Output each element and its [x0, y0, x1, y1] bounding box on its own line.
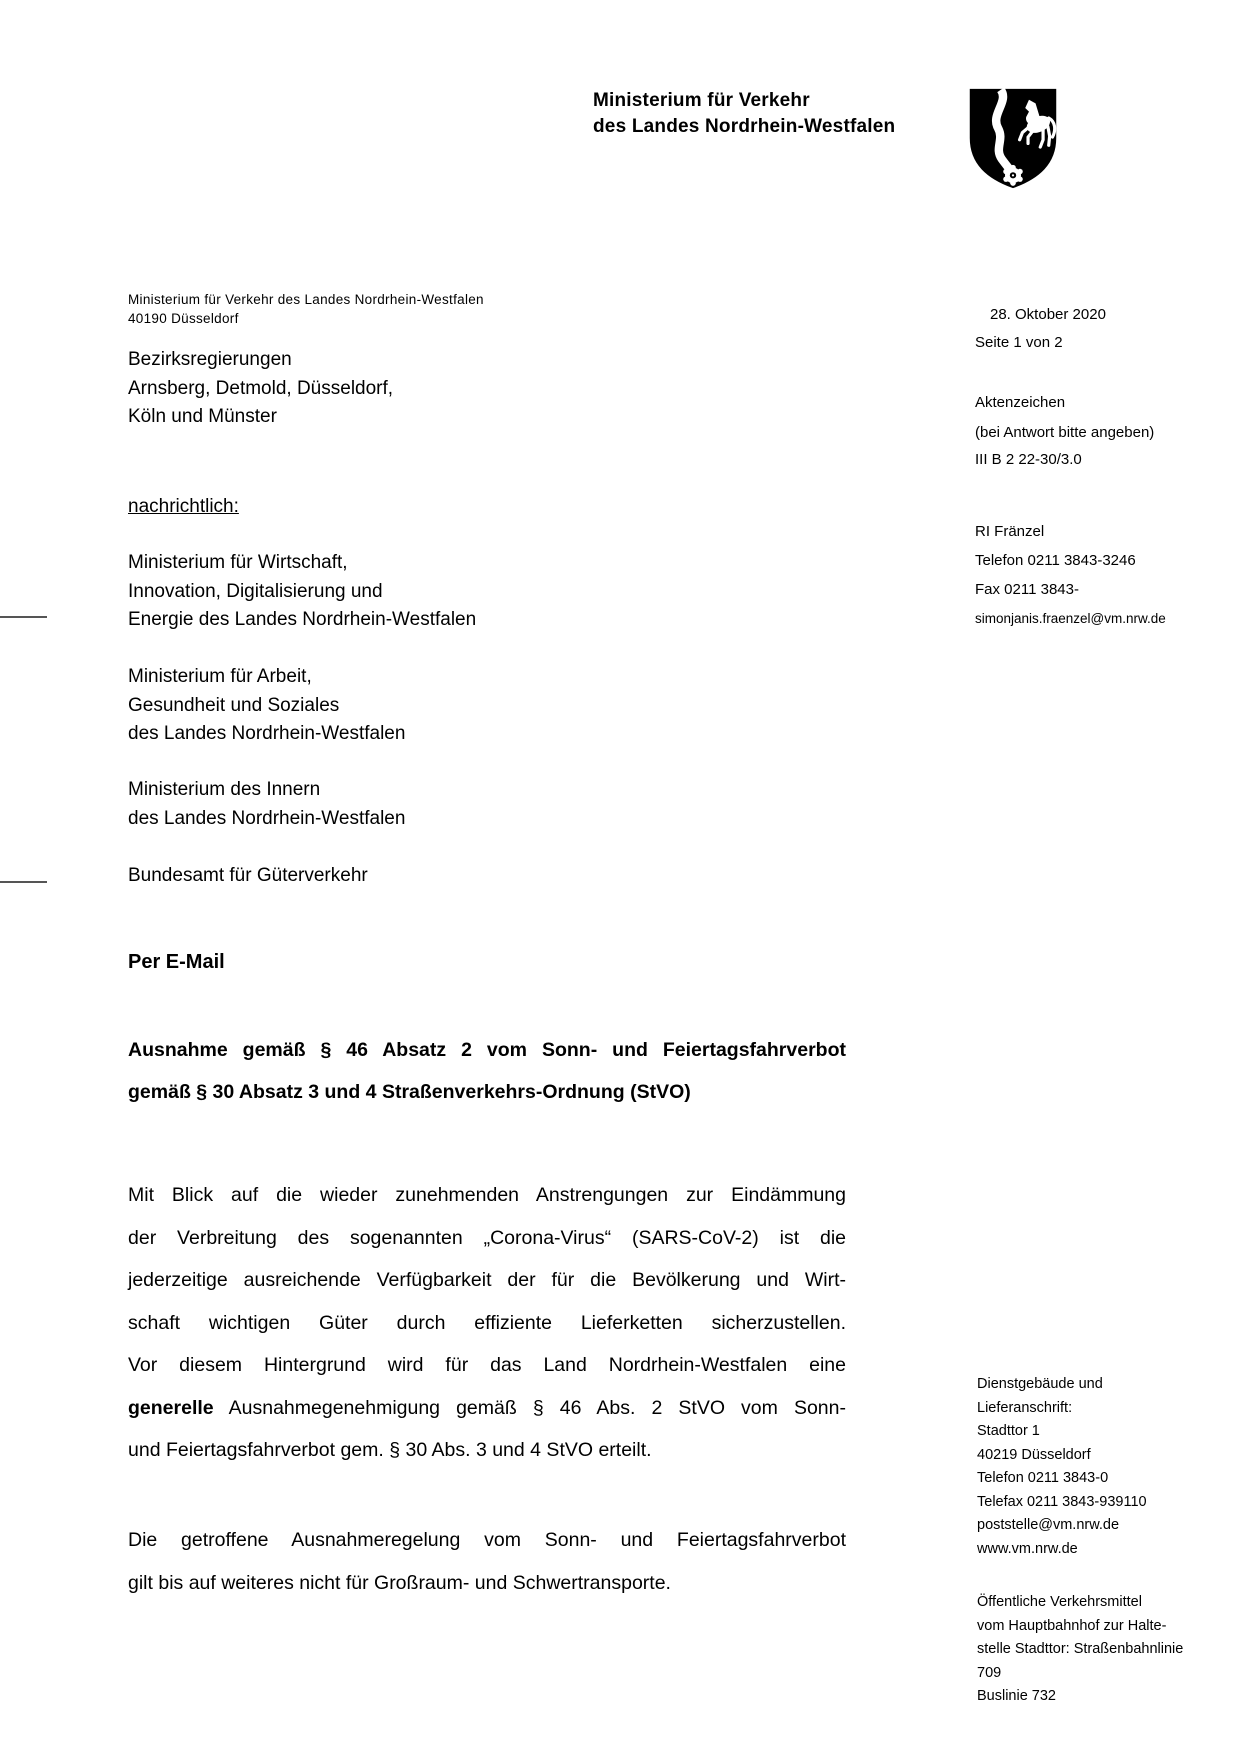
subject-line-2: gemäß § 30 Absatz 3 und 4 Straßenverkehrs-Ordnung (StVO)	[128, 1081, 691, 1103]
body-line: jederzeitige ausreichende Verfügbarkeit der für die Bevölkerung und Wirt-	[128, 1269, 846, 1291]
transport-info-block	[977, 1591, 1183, 1709]
office-email: poststelle@vm.nrw.de	[977, 1517, 1120, 1533]
transport-line: Buslinie 732	[977, 1688, 1056, 1704]
body-line: und Feiertagsfahrverbot gem. § 30 Abs. 3 und 4 StVO erteilt.	[128, 1439, 652, 1461]
cc-block-arbeit	[128, 663, 405, 749]
contact-phone: Telefon 0211 3843-3246	[975, 552, 1136, 569]
recipient-line: Bezirksregierungen	[128, 349, 292, 370]
nrw-coat-of-arms-icon	[966, 87, 1060, 189]
file-reference-label: Aktenzeichen	[975, 394, 1066, 411]
letterhead-title-line2: des Landes Nordrhein-Westfalen	[593, 115, 896, 137]
office-line: Telefon 0211 3843-0	[977, 1470, 1109, 1486]
letterhead-title	[593, 88, 895, 139]
office-address-block	[977, 1373, 1147, 1561]
office-line: Telefax 0211 3843-939110	[977, 1493, 1147, 1510]
office-line: Stadttor 1	[977, 1423, 1040, 1439]
office-line: Dienstgebäude und	[977, 1376, 1103, 1392]
body-line: Vor diesem Hintergrund wird für das Land Nordrhein-Westfalen eine	[128, 1354, 846, 1376]
transport-line: 709	[977, 1664, 1002, 1681]
sender-line2: 40190 Düsseldorf	[128, 311, 239, 326]
recipient-address	[128, 346, 393, 432]
cc-line: Gesundheit und Soziales	[128, 694, 340, 716]
page-indicator: Seite 1 von 2	[975, 334, 1063, 351]
emphasized-word: generelle	[128, 1396, 214, 1419]
subject-line	[128, 1029, 846, 1113]
body-paragraph-2	[128, 1519, 846, 1604]
body-line: gilt bis auf weiteres nicht für Großraum- und Schwertransporte.	[128, 1571, 671, 1594]
cc-line: Ministerium des Innern	[128, 779, 321, 800]
contact-fax: Fax 0211 3843-	[975, 581, 1079, 598]
cc-line: des Landes Nordrhein-Westfalen	[128, 807, 406, 829]
body-line: Mit Blick auf die wieder zunehmenden Anstrengungen zur Eindämmung	[128, 1184, 846, 1206]
cc-block-innern	[128, 776, 405, 833]
delivery-method: Per E-Mail	[128, 951, 225, 973]
transport-line: Öffentliche Verkehrsmittel	[977, 1594, 1142, 1610]
recipient-line: Arnsberg, Detmold, Düsseldorf,	[128, 377, 394, 399]
cc-block-bag	[128, 862, 368, 891]
body-line: schaft wichtigen Güter durch effiziente Lieferketten sicherzustellen.	[128, 1311, 846, 1334]
fold-mark-bottom	[0, 881, 47, 883]
file-reference-number: III B 2 22-30/3.0	[975, 451, 1082, 468]
nrw-coat-of-arms-logo	[966, 87, 1060, 194]
subject-line-1: Ausnahme gemäß § 46 Absatz 2 vom Sonn- und Feiertagsfahrverbot	[128, 1039, 846, 1061]
body-paragraph-1	[128, 1174, 846, 1472]
transport-line: stelle Stadttor: Straßenbahnlinie	[977, 1641, 1184, 1657]
contact-name: RI Fränzel	[975, 523, 1045, 540]
letterhead-title-line1: Ministerium für Verkehr	[593, 90, 810, 111]
cc-line: des Landes Nordrhein-Westfalen	[128, 723, 406, 744]
body-line: Die getroffene Ausnahmeregelung vom Sonn- und Feiertagsfahrverbot	[128, 1529, 846, 1551]
cc-line: Ministerium für Wirtschaft,	[128, 552, 348, 573]
cc-line: Ministerium für Arbeit,	[128, 666, 312, 687]
letter-date: 28. Oktober 2020	[990, 306, 1106, 323]
recipient-line: Köln und Münster	[128, 406, 277, 427]
file-reference-hint: (bei Antwort bitte angeben)	[975, 424, 1155, 441]
contact-email: simonjanis.fraenzel@vm.nrw.de	[975, 611, 1166, 626]
fold-mark-top	[0, 616, 47, 618]
office-website: www.vm.nrw.de	[977, 1540, 1078, 1557]
body-line: der Verbreitung des sogenannten „Corona-Virus“ (SARS-CoV-2) ist die	[128, 1226, 846, 1249]
sender-line1: Ministerium für Verkehr des Landes Nordrhein-Westfalen	[128, 292, 484, 307]
office-line: 40219 Düsseldorf	[977, 1446, 1091, 1463]
office-line: Lieferanschrift:	[977, 1399, 1073, 1416]
sender-return-address	[128, 290, 484, 328]
cc-line: Bundesamt für Güterverkehr	[128, 865, 368, 886]
cc-line: Energie des Landes Nordrhein-Westfalen	[128, 609, 477, 630]
cc-heading: nachrichtlich:	[128, 496, 239, 517]
body-line-rest: Ausnahmegenehmigung gemäß § 46 Abs. 2 StVO vom Sonn-	[228, 1396, 846, 1419]
body-line-emphasis	[128, 1387, 846, 1430]
cc-block-wirtschaft	[128, 549, 476, 635]
cc-line: Innovation, Digitalisierung und	[128, 580, 383, 602]
transport-line: vom Hauptbahnhof zur Halte-	[977, 1617, 1167, 1634]
